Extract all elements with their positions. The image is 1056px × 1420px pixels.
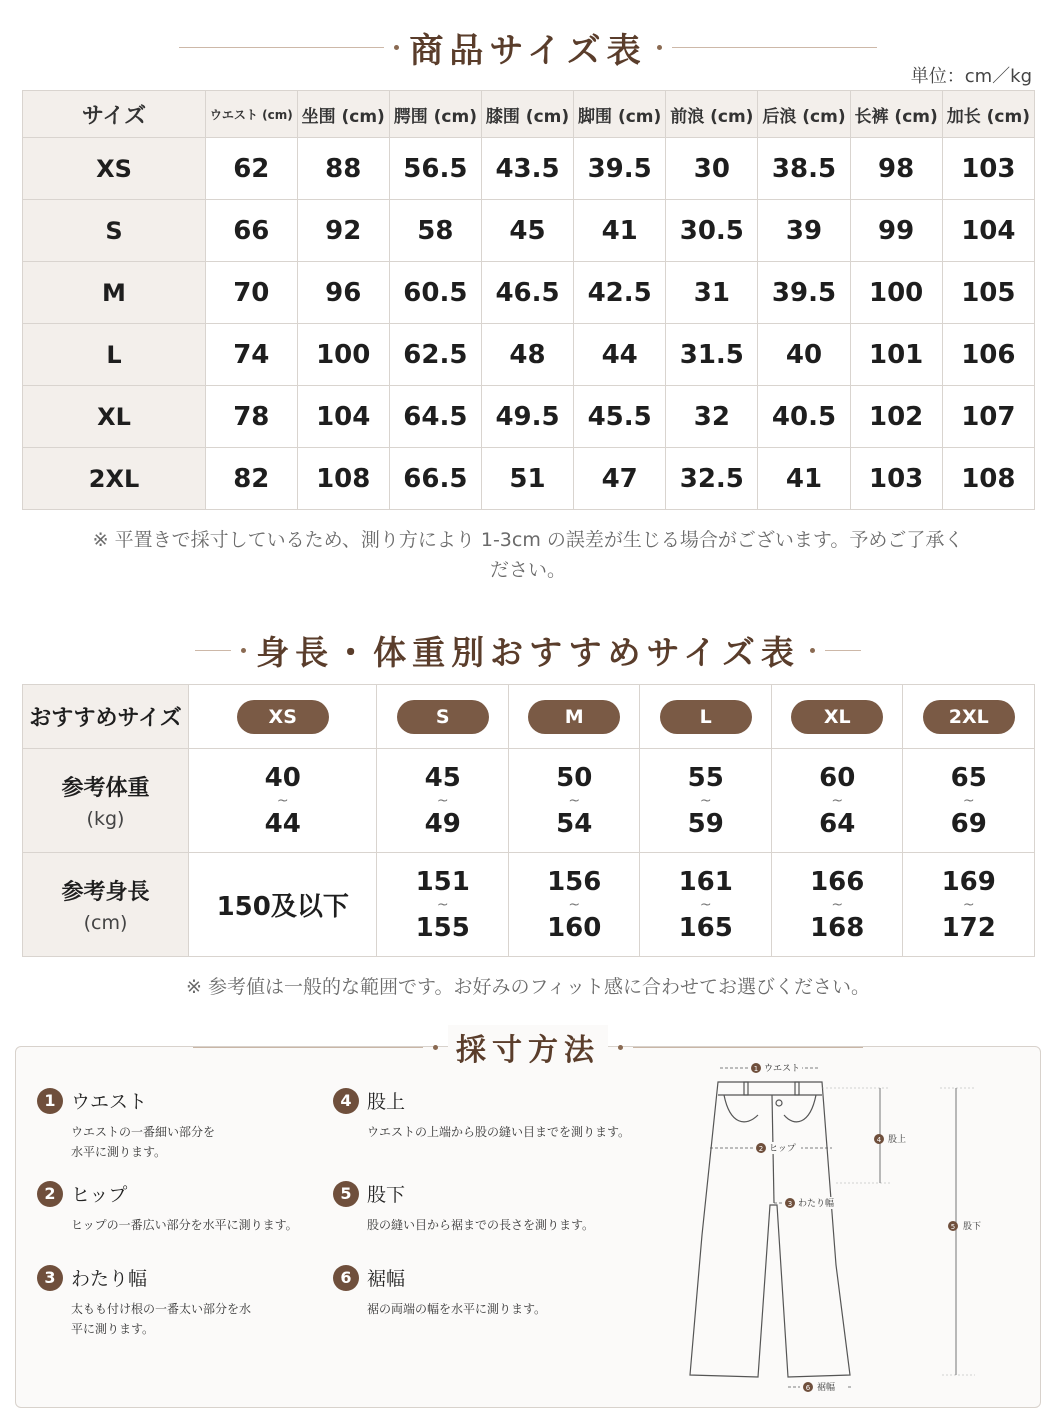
value-cell: 92 xyxy=(297,200,389,262)
label-hip: ヒップ xyxy=(769,1144,796,1154)
table-row xyxy=(23,324,1035,386)
size-cell: S xyxy=(23,200,206,262)
range-max: 54 xyxy=(556,808,593,839)
weight-cell xyxy=(903,749,1035,853)
item-desc: ウエストの上端から股の縫い目までを測ります。 xyxy=(367,1125,631,1139)
item-title: 裾幅 xyxy=(367,1268,406,1290)
item-title: ヒップ xyxy=(71,1184,128,1206)
title-rule-right xyxy=(825,650,861,651)
size-chart-title-row xyxy=(0,22,1056,72)
range-max: 64 xyxy=(819,808,856,839)
title-dot-left xyxy=(433,1045,438,1050)
table-row xyxy=(23,138,1035,200)
recommend-title: 身長・体重別おすすめサイズ表 xyxy=(256,632,800,672)
weight-unit: (kg) xyxy=(86,808,125,830)
hem-measure xyxy=(788,1381,852,1393)
svg-text:6: 6 xyxy=(805,1384,811,1392)
svg-text:4: 4 xyxy=(876,1136,882,1144)
range-tilde: ~ xyxy=(962,896,975,913)
range-tilde: ~ xyxy=(831,896,844,913)
recommend-title-row xyxy=(0,625,1056,675)
step-number: 6 xyxy=(333,1265,359,1291)
header-front-rise: 前浪 (cm) xyxy=(666,91,758,138)
value-cell: 100 xyxy=(850,262,942,324)
height-cell xyxy=(640,853,772,957)
svg-text:2: 2 xyxy=(758,1145,764,1153)
table-row xyxy=(23,262,1035,324)
value-cell: 39.5 xyxy=(758,262,850,324)
weight-cell xyxy=(189,749,377,853)
step-number: 3 xyxy=(37,1265,63,1291)
range-min: 40 xyxy=(264,762,301,793)
value-cell: 31.5 xyxy=(666,324,758,386)
size-note-line2: ださい。 xyxy=(489,559,566,581)
label-inseam: 股下 xyxy=(963,1222,982,1232)
svg-text:3: 3 xyxy=(787,1200,793,1208)
value-cell: 39.5 xyxy=(574,138,666,200)
value-cell: 66 xyxy=(206,200,298,262)
value-cell: 66.5 xyxy=(389,448,481,510)
title-rule-right xyxy=(672,47,877,48)
title-dot-right xyxy=(657,45,662,50)
range-max: 44 xyxy=(264,808,301,839)
value-cell: 38.5 xyxy=(758,138,850,200)
item-desc: ウエストの一番細い部分を xyxy=(71,1125,216,1139)
value-cell: 60.5 xyxy=(389,262,481,324)
range-tilde: ~ xyxy=(962,792,975,809)
range-tilde: ~ xyxy=(699,896,712,913)
header-waist: ウエスト (cm) xyxy=(206,91,298,138)
item-desc: ヒップの一番広い部分を水平に測ります。 xyxy=(71,1218,298,1232)
value-cell: 32.5 xyxy=(666,448,758,510)
header-length: 长裤 (cm) xyxy=(850,91,942,138)
value-cell: 102 xyxy=(850,386,942,448)
size-pill: 2XL xyxy=(923,700,1015,734)
header-hip: 坐围 (cm) xyxy=(297,91,389,138)
value-cell: 56.5 xyxy=(389,138,481,200)
size-pill: XS xyxy=(237,700,329,734)
title-dot-right xyxy=(618,1045,623,1050)
title-rule-left xyxy=(179,47,384,48)
size-pill: L xyxy=(660,700,752,734)
label-waist: ウエスト xyxy=(764,1064,801,1074)
range-max: 59 xyxy=(687,808,724,839)
range-min: 55 xyxy=(687,762,724,793)
range-min: 166 xyxy=(810,866,865,897)
value-cell: 62 xyxy=(206,138,298,200)
title-rule-left xyxy=(195,650,231,651)
range-max: 155 xyxy=(415,912,470,943)
title-dot-right xyxy=(810,648,815,653)
value-cell: 43.5 xyxy=(481,138,573,200)
range-max: 69 xyxy=(950,808,987,839)
height-label: 参考身長 xyxy=(61,880,150,905)
size-note xyxy=(40,525,1016,585)
range-tilde: ~ xyxy=(568,792,581,809)
step-number: 5 xyxy=(333,1181,359,1207)
value-cell: 41 xyxy=(574,200,666,262)
weight-cell xyxy=(508,749,640,853)
measure-item-hem xyxy=(333,1264,546,1319)
height-cell xyxy=(903,853,1035,957)
title-dot-left xyxy=(394,45,399,50)
height-cell: 150及以下 xyxy=(189,853,377,957)
value-cell: 47 xyxy=(574,448,666,510)
measure-item-inseam xyxy=(333,1180,594,1235)
measure-item-thigh xyxy=(37,1264,251,1339)
item-title: 股下 xyxy=(367,1184,406,1206)
range-tilde: ~ xyxy=(568,896,581,913)
svg-text:1: 1 xyxy=(753,1065,759,1073)
value-cell: 82 xyxy=(206,448,298,510)
size-cell: XL xyxy=(23,386,206,448)
size-pill-cell xyxy=(189,685,377,749)
value-cell: 107 xyxy=(942,386,1034,448)
range-min: 65 xyxy=(950,762,987,793)
weight-label-cell xyxy=(23,749,189,853)
unit-label: 単位：cm／kg xyxy=(910,66,1032,87)
value-cell: 44 xyxy=(574,324,666,386)
size-pill-cell xyxy=(771,685,903,749)
value-cell: 31 xyxy=(666,262,758,324)
value-cell: 51 xyxy=(481,448,573,510)
weight-label: 参考体重 xyxy=(61,776,150,801)
range-max: 49 xyxy=(424,808,461,839)
value-cell: 49.5 xyxy=(481,386,573,448)
value-cell: 103 xyxy=(942,138,1034,200)
size-pill: M xyxy=(528,700,620,734)
height-cell xyxy=(508,853,640,957)
weight-cell xyxy=(771,749,903,853)
recommend-size-label: おすすめサイズ xyxy=(23,685,189,749)
header-hem: 脚围 (cm) xyxy=(574,91,666,138)
value-cell: 101 xyxy=(850,324,942,386)
value-cell: 48 xyxy=(481,324,573,386)
value-cell: 64.5 xyxy=(389,386,481,448)
value-cell: 105 xyxy=(942,262,1034,324)
value-cell: 42.5 xyxy=(574,262,666,324)
range-min: 151 xyxy=(415,866,470,897)
title-rule-left xyxy=(193,1047,423,1048)
thigh-measure xyxy=(774,1197,838,1209)
range-tilde: ~ xyxy=(276,792,289,809)
value-cell: 106 xyxy=(942,324,1034,386)
value-cell: 99 xyxy=(850,200,942,262)
title-rule-right xyxy=(633,1047,863,1048)
pants-outline xyxy=(690,1082,850,1377)
range-tilde: ~ xyxy=(436,792,449,809)
step-number: 1 xyxy=(37,1088,63,1114)
size-pill-cell xyxy=(640,685,772,749)
header-back-rise: 后浪 (cm) xyxy=(758,91,850,138)
step-number: 4 xyxy=(333,1088,359,1114)
item-desc: 股の縫い目から裾までの長さを測ります。 xyxy=(367,1218,595,1232)
size-cell: M xyxy=(23,262,206,324)
height-label-cell xyxy=(23,853,189,957)
label-thigh: わたり幅 xyxy=(798,1199,835,1209)
value-cell: 100 xyxy=(297,324,389,386)
value-cell: 58 xyxy=(389,200,481,262)
height-cell xyxy=(771,853,903,957)
table-row xyxy=(23,200,1035,262)
size-pill-cell xyxy=(508,685,640,749)
recommend-table xyxy=(22,684,1035,957)
size-table-header xyxy=(23,91,1035,138)
pants-diagram xyxy=(660,1055,1030,1400)
range-tilde: ~ xyxy=(436,896,449,913)
header-size: サイズ xyxy=(23,91,206,138)
value-cell: 108 xyxy=(297,448,389,510)
item-title: ウエスト xyxy=(71,1091,148,1113)
range-max: 160 xyxy=(547,912,602,943)
hip-measure xyxy=(710,1142,832,1154)
range-max: 172 xyxy=(941,912,996,943)
item-desc: 太もも付け根の一番太い部分を水 xyxy=(71,1302,252,1316)
size-chart-title: 商品サイズ表 xyxy=(409,30,647,71)
value-cell: 70 xyxy=(206,262,298,324)
height-row xyxy=(23,853,1035,957)
size-pill: S xyxy=(397,700,489,734)
value-cell: 96 xyxy=(297,262,389,324)
size-note-line1: ※ 平置きで採寸しているため、測り方により 1-3cm の誤差が生じる場合がございます。予めご了承く xyxy=(92,529,964,551)
value-cell: 39 xyxy=(758,200,850,262)
value-cell: 108 xyxy=(942,448,1034,510)
value-cell: 40 xyxy=(758,324,850,386)
measure-item-rise xyxy=(333,1087,630,1142)
item-desc: 裾の両端の幅を水平に測ります。 xyxy=(367,1302,547,1316)
value-cell: 104 xyxy=(942,200,1034,262)
range-min: 161 xyxy=(678,866,733,897)
label-rise: 股上 xyxy=(888,1135,907,1145)
value-cell: 74 xyxy=(206,324,298,386)
height-cell xyxy=(377,853,509,957)
value-cell: 78 xyxy=(206,386,298,448)
header-thigh: 腭围 (cm) xyxy=(389,91,481,138)
header-long-length: 加长 (cm) xyxy=(942,91,1034,138)
rise-measure xyxy=(822,1088,906,1183)
item-title: わたり幅 xyxy=(71,1268,148,1290)
range-max: 168 xyxy=(810,912,865,943)
size-cell: XS xyxy=(23,138,206,200)
range-min: 50 xyxy=(556,762,593,793)
size-cell: L xyxy=(23,324,206,386)
value-cell: 30.5 xyxy=(666,200,758,262)
size-cell: 2XL xyxy=(23,448,206,510)
step-number: 2 xyxy=(37,1181,63,1207)
height-unit: (cm) xyxy=(83,912,128,934)
measure-title: 採寸方法 xyxy=(448,1025,608,1069)
item-title: 股上 xyxy=(367,1091,406,1113)
size-pill: XL xyxy=(791,700,883,734)
value-cell: 62.5 xyxy=(389,324,481,386)
table-row xyxy=(23,386,1035,448)
weight-cell xyxy=(640,749,772,853)
value-cell: 45.5 xyxy=(574,386,666,448)
size-pill-cell xyxy=(903,685,1035,749)
range-min: 60 xyxy=(819,762,856,793)
value-cell: 46.5 xyxy=(481,262,573,324)
range-min: 156 xyxy=(547,866,602,897)
size-table xyxy=(22,90,1035,510)
value-cell: 98 xyxy=(850,138,942,200)
measure-item-waist xyxy=(37,1087,215,1162)
weight-row xyxy=(23,749,1035,853)
value-cell: 104 xyxy=(297,386,389,448)
title-dot-left xyxy=(241,648,246,653)
table-row xyxy=(23,448,1035,510)
inseam-measure xyxy=(940,1088,981,1375)
size-pill-cell xyxy=(377,685,509,749)
label-hem: 裾幅 xyxy=(817,1383,836,1393)
recommend-size-row xyxy=(23,685,1035,749)
svg-text:5: 5 xyxy=(950,1223,956,1231)
value-cell: 32 xyxy=(666,386,758,448)
measure-item-hip xyxy=(37,1180,298,1235)
value-cell: 45 xyxy=(481,200,573,262)
weight-cell xyxy=(377,749,509,853)
value-cell: 40.5 xyxy=(758,386,850,448)
item-desc: 水平に測ります。 xyxy=(71,1145,167,1159)
range-min: 45 xyxy=(424,762,461,793)
range-max: 165 xyxy=(678,912,733,943)
value-cell: 41 xyxy=(758,448,850,510)
recommend-note: ※ 参考値は一般的な範囲です。お好みのフィット感に合わせてお選びください。 xyxy=(186,976,870,998)
waist-measure xyxy=(720,1062,820,1074)
range-min: 169 xyxy=(941,866,996,897)
value-cell: 103 xyxy=(850,448,942,510)
item-desc: 平に測ります。 xyxy=(71,1322,155,1336)
value-cell: 88 xyxy=(297,138,389,200)
header-knee: 膝围 (cm) xyxy=(481,91,573,138)
range-tilde: ~ xyxy=(831,792,844,809)
value-cell: 30 xyxy=(666,138,758,200)
range-tilde: ~ xyxy=(699,792,712,809)
